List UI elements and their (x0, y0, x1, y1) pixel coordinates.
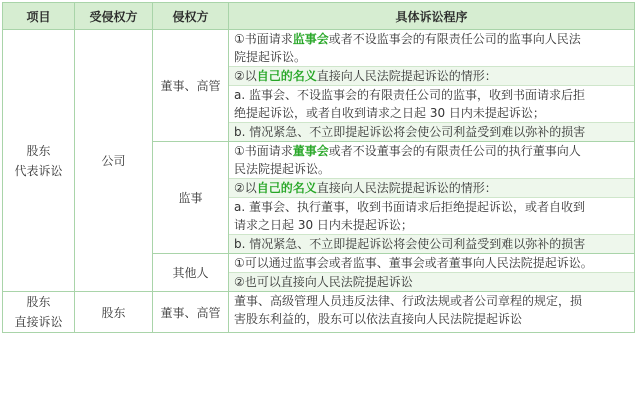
procedure-cell (229, 30, 635, 142)
procedure-text: 民法院提起诉讼。 (234, 162, 331, 176)
procedure-line (229, 104, 634, 122)
procedure-line (229, 197, 634, 216)
header-procedure: 具体诉讼程序 (229, 3, 635, 30)
highlighted-term: 董事会 (292, 144, 329, 158)
procedure-text: 或者不设董事会的有限责任公司的执行董事向人 (328, 144, 581, 158)
label-line: 代表诉讼 (14, 163, 63, 178)
procedure-line (229, 122, 634, 141)
procedure-line (229, 216, 634, 234)
header-row (3, 3, 635, 30)
label-line: 直接诉讼 (14, 315, 63, 329)
header-victim: 受侵权方 (75, 3, 153, 30)
derivative-suit-label (3, 30, 75, 292)
procedure-line (229, 48, 634, 66)
procedure-line (229, 178, 634, 197)
direct-suit-label (3, 292, 75, 333)
procedure-text: 院提起诉讼。 (234, 50, 307, 64)
procedure-text: 害股东利益的，股东可以依法直接向人民法院提起诉讼 (234, 312, 523, 326)
procedure-text: ②以 (234, 181, 257, 195)
procedure-text: 董事、高级管理人员违反法律、行政法规或者公司章程的规定，损 (234, 294, 583, 308)
highlighted-term: 自己的名义 (256, 181, 317, 195)
procedure-text: ①书面请求 (234, 144, 293, 158)
header-item: 项目 (3, 3, 75, 30)
shareholder-litigation-table (2, 2, 635, 333)
procedure-text: 直接向人民法院提起诉讼的情形： (316, 69, 497, 83)
procedure-text: 直接向人民法院提起诉讼的情形： (316, 181, 497, 195)
label-line: 股东 (26, 295, 51, 309)
infringer-supervisors: 监事 (153, 142, 229, 254)
header-infringer: 侵权方 (153, 3, 229, 30)
procedure-line (229, 310, 634, 328)
highlighted-term: 监事会 (292, 32, 329, 46)
infringer-directors-managers: 董事、高管 (153, 292, 229, 333)
label-line: 股东 (26, 143, 51, 158)
table-row (3, 30, 635, 142)
victim-shareholder: 股东 (75, 292, 153, 333)
procedure-text: b. 情况紧急、不立即提起诉讼将会使公司利益受到难以弥补的损害 (234, 237, 586, 251)
procedure-cell (229, 254, 635, 292)
procedure-line (229, 66, 634, 85)
procedure-text: a. 董事会、执行董事，收到书面请求后拒绝提起诉讼，或者自收到 (234, 200, 585, 214)
procedure-text: 请求之日起 30 日内未提起诉讼； (234, 218, 413, 232)
procedure-line (229, 234, 634, 253)
procedure-line (229, 160, 634, 178)
infringer-others: 其他人 (153, 254, 229, 292)
infringer-directors-managers: 董事、高管 (153, 30, 229, 142)
procedure-line (229, 85, 634, 104)
highlighted-term: 自己的名义 (256, 69, 317, 83)
procedure-text: ①书面请求 (234, 32, 293, 46)
procedure-text: ②以 (234, 69, 257, 83)
procedure-text: a. 监事会、不设监事会的有限责任公司的监事，收到书面请求后拒 (234, 88, 585, 102)
procedure-line (229, 272, 634, 291)
procedure-text: 绝提起诉讼，或者自收到请求之日起 30 日内未提起诉讼； (234, 106, 545, 120)
procedure-line (229, 142, 634, 160)
procedure-text: 或者不设监事会的有限责任公司的监事向人民法 (328, 32, 581, 46)
procedure-cell (229, 292, 635, 333)
litigation-table-wrapper (2, 2, 634, 333)
table-row (3, 292, 635, 333)
procedure-text: b. 情况紧急、不立即提起诉讼将会使公司利益受到难以弥补的损害 (234, 125, 586, 139)
procedure-line (229, 30, 634, 48)
procedure-line (229, 292, 634, 310)
procedure-text: ①可以通过监事会或者监事、董事会或者董事向人民法院提起诉讼。 (234, 256, 593, 270)
procedure-line (229, 254, 634, 272)
procedure-text: ②也可以直接向人民法院提起诉讼 (234, 275, 413, 289)
procedure-cell (229, 142, 635, 254)
victim-company: 公司 (75, 30, 153, 292)
